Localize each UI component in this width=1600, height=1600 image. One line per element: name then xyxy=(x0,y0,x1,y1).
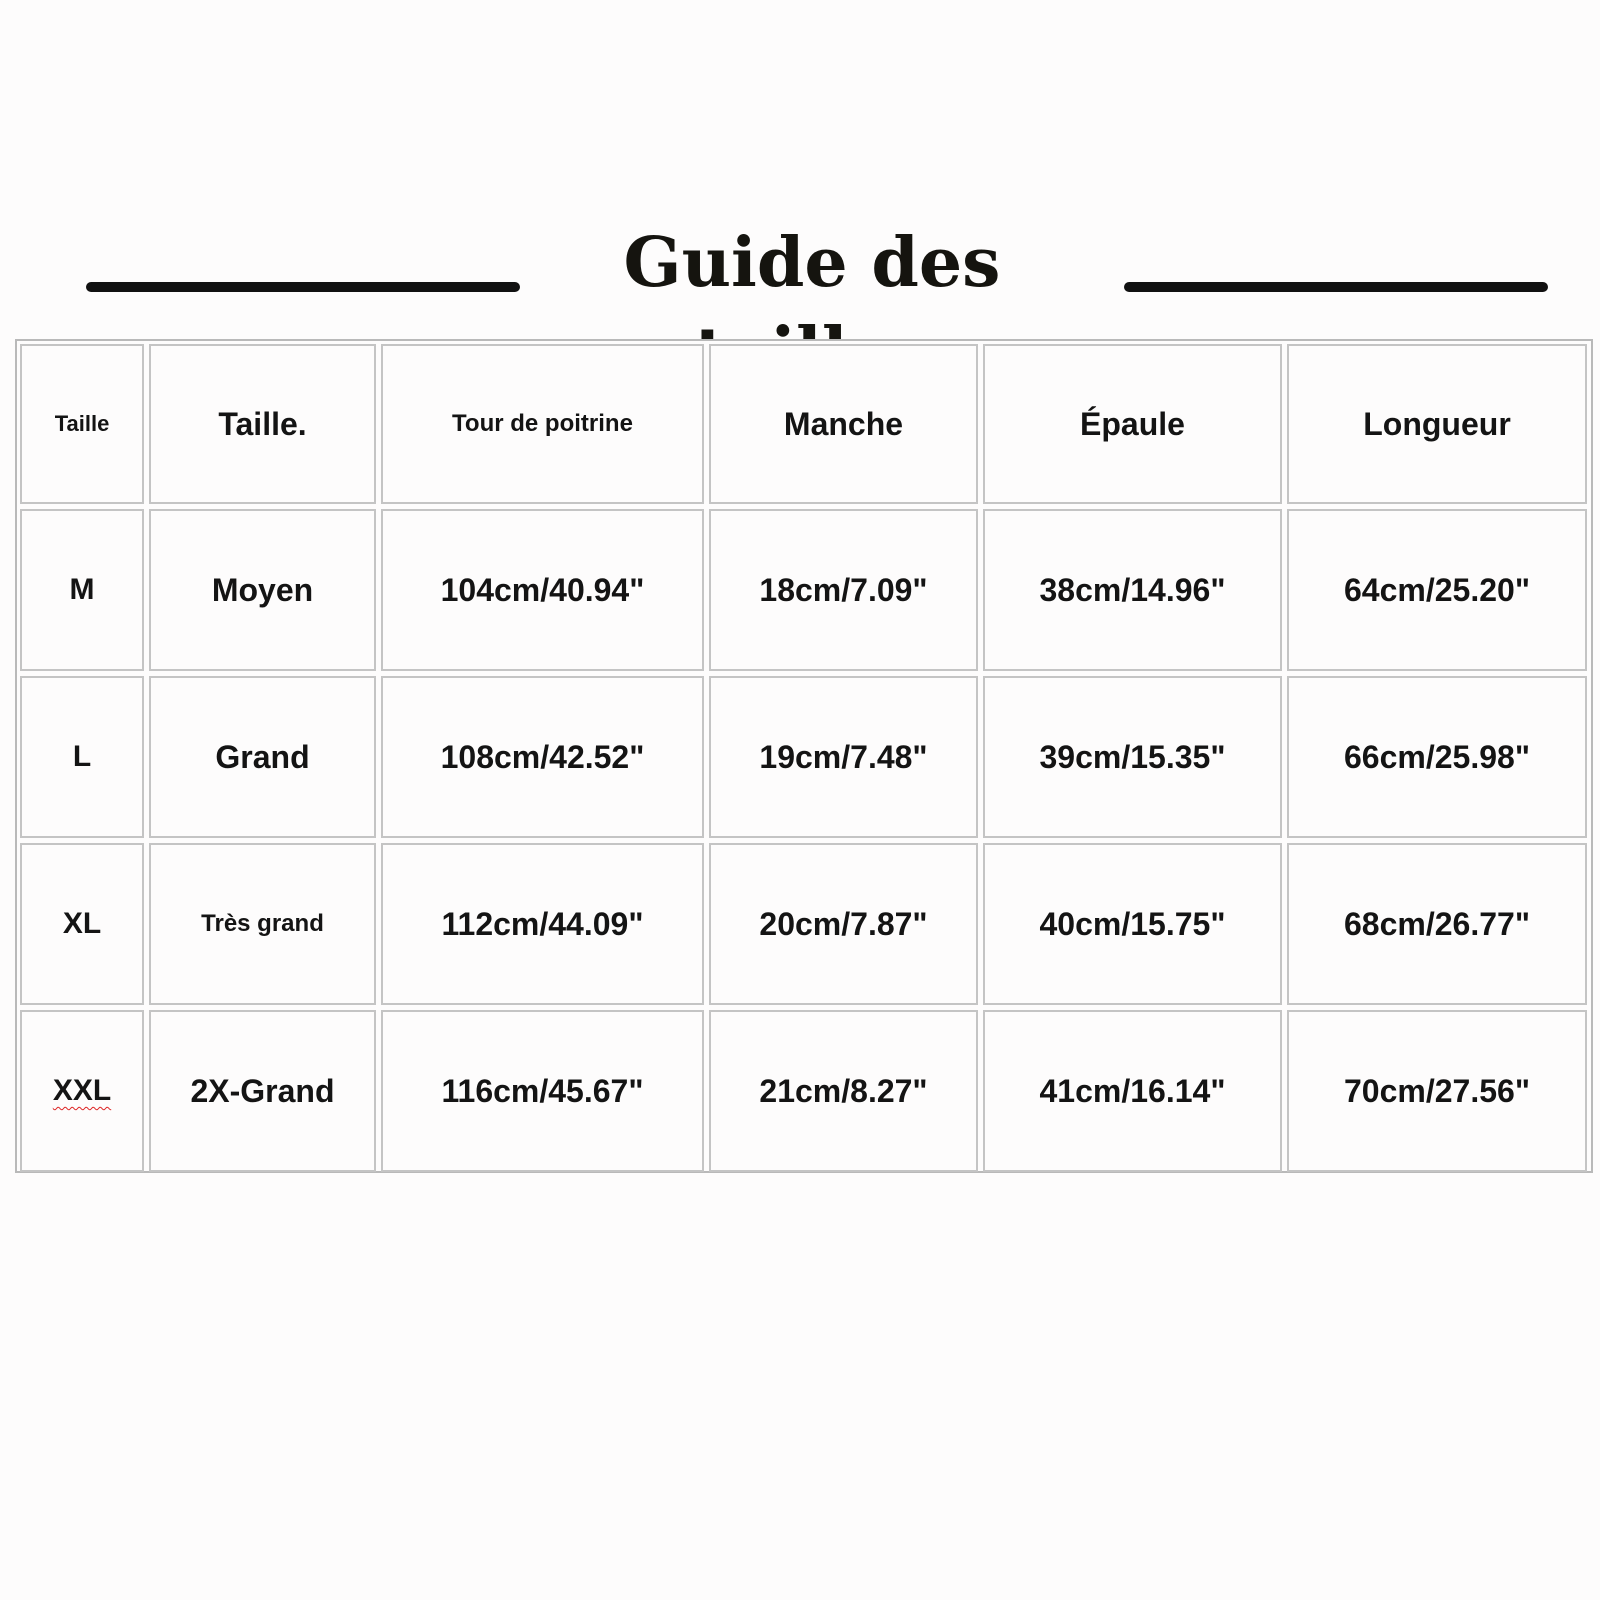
table-row xyxy=(20,1010,1587,1172)
sleeve-cell: 20cm/7.87" xyxy=(709,843,978,1005)
size-code-cell xyxy=(20,1010,144,1172)
title-rule-left xyxy=(86,282,520,292)
header-shoulder: Épaule xyxy=(983,344,1282,504)
length-cell: 70cm/27.56" xyxy=(1287,1010,1587,1172)
header-size-code: Taille xyxy=(20,344,144,504)
size-table-frame xyxy=(15,339,1593,1173)
title-rule-right xyxy=(1124,282,1548,292)
chest-cell: 108cm/42.52" xyxy=(381,676,704,838)
sleeve-cell: 21cm/8.27" xyxy=(709,1010,978,1172)
size-name-cell: Moyen xyxy=(149,509,376,671)
page-title: Guide des xyxy=(623,223,1001,303)
length-cell: 64cm/25.20" xyxy=(1287,509,1587,671)
size-code-cell: L xyxy=(20,676,144,838)
chest-cell: 112cm/44.09" xyxy=(381,843,704,1005)
length-cell: 68cm/26.77" xyxy=(1287,843,1587,1005)
shoulder-cell: 41cm/16.14" xyxy=(983,1010,1282,1172)
header-length: Longueur xyxy=(1287,344,1587,504)
header-row xyxy=(20,344,1587,504)
chest-cell: 104cm/40.94" xyxy=(381,509,704,671)
table-row xyxy=(20,843,1587,1005)
sleeve-cell: 18cm/7.09" xyxy=(709,509,978,671)
table-row xyxy=(20,509,1587,671)
size-code-cell: M xyxy=(20,509,144,671)
shoulder-cell: 40cm/15.75" xyxy=(983,843,1282,1005)
header-sleeve: Manche xyxy=(709,344,978,504)
chest-cell: 116cm/45.67" xyxy=(381,1010,704,1172)
size-name-cell: Grand xyxy=(149,676,376,838)
size-code-text: XXL xyxy=(52,1074,112,1107)
title-row xyxy=(0,218,1600,308)
shoulder-cell: 39cm/15.35" xyxy=(983,676,1282,838)
header-size-name: Taille. xyxy=(149,344,376,504)
header-chest: Tour de poitrine xyxy=(381,344,704,504)
size-name-cell: Très grand xyxy=(149,843,376,1005)
length-cell: 66cm/25.98" xyxy=(1287,676,1587,838)
sleeve-cell: 19cm/7.48" xyxy=(709,676,978,838)
table-row xyxy=(20,676,1587,838)
size-table xyxy=(15,339,1592,1177)
size-code-cell: XL xyxy=(20,843,144,1005)
size-name-cell: 2X-Grand xyxy=(149,1010,376,1172)
shoulder-cell: 38cm/14.96" xyxy=(983,509,1282,671)
